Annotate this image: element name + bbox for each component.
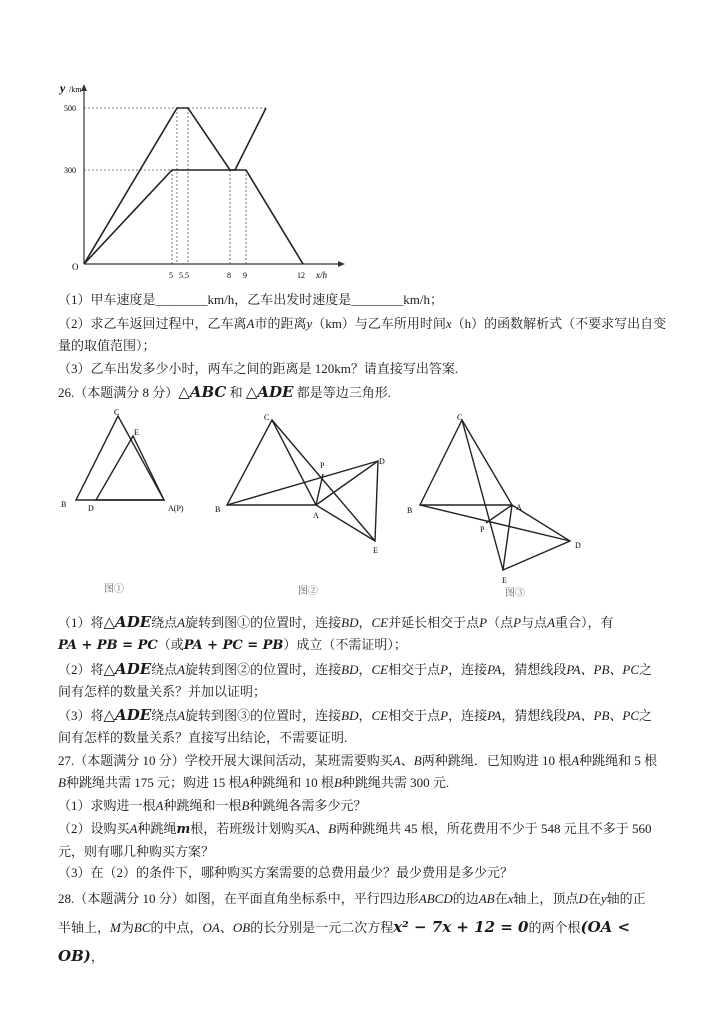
q26-part1: （1）将△ADE绕点A旋转到图①的位置时，连接BD，CE并延长相交于点P（点P与点A重合），有 PA + PB = PC（或PA + PC = PB）成立（不需证明）；	[58, 613, 614, 653]
figure-2	[210, 408, 390, 608]
x-axis-arrow	[338, 261, 345, 267]
svg-text:B: B	[215, 505, 221, 514]
svg-text:A(P): A(P)	[168, 504, 184, 513]
q27-part1: （1）求购进一根A种跳绳和一根B种跳绳各需多少元？	[58, 798, 367, 813]
svg-text:C: C	[457, 413, 463, 422]
q28-heading: 28.（本题满分 10 分）如图，在平面直角坐标系中，平行四边形ABCD的边AB在x轴上，顶点D在y轴的正 半轴上，M为BC的中点，OA、OB的长分别是一元二次方程x² − 7x + 12 = 0的两个根(OA < OB)，	[58, 891, 646, 965]
caption-figure-1: 图①	[104, 584, 124, 595]
origin-label: O	[72, 262, 79, 272]
blank-1[interactable]: ________	[155, 292, 208, 307]
distance-time-graph	[58, 82, 348, 282]
car-jia-line	[84, 108, 266, 264]
x-tick-5: 5	[169, 271, 173, 280]
q25-part1: （1）甲车速度是________km/h，乙车出发时速度是________km/h；	[58, 292, 443, 307]
q27-part2: （2）设购买A种跳绳m根，若班级计划购买A、B两种跳绳共 45 根，所花费用不少于 548 元且不多于 560 元，则有哪几种购买方案？	[58, 821, 652, 859]
y-tick-500: 500	[64, 104, 76, 113]
y-axis-arrow	[81, 84, 87, 91]
svg-text:P: P	[480, 525, 485, 534]
x-tick-5-5: 5.5	[179, 271, 189, 280]
svg-text:C: C	[114, 408, 120, 417]
x-tick-12: 12	[297, 271, 305, 280]
q25-part3: （3）乙车出发多少小时，两车之间的距离是 120km？请直接写出答案.	[58, 361, 459, 376]
q25-part2: （2）求乙车返回过程中，乙车离A市的距离y（km）与乙车所用时间x（h）的函数解析式（不要求写出自变 量的取值范围）；	[58, 316, 667, 353]
svg-text:C: C	[264, 413, 270, 422]
caption-figure-3: 图③	[505, 588, 525, 599]
q26-heading: 26.（本题满分 8 分）△ABC 和 △ADE 都是等边三角形.	[58, 383, 391, 401]
svg-text:B: B	[407, 506, 413, 515]
figure-3	[400, 408, 590, 608]
svg-text:D: D	[88, 504, 94, 513]
guide-lines	[84, 108, 266, 264]
blank-2[interactable]: ________	[351, 292, 404, 307]
svg-text:E: E	[134, 428, 139, 437]
svg-text:B: B	[61, 500, 67, 509]
x-axis-label: x/h	[316, 270, 327, 280]
q26-part2: （2）将△ADE绕点A旋转到图②的位置时，连接BD，CE相交于点P，连接PA，猜想线段PA、PB、PC之 间有怎样的数量关系？并加以证明；	[58, 660, 653, 699]
svg-text:D: D	[379, 457, 385, 466]
q27-heading: 27.（本题满分 10 分）学校开展大课间活动，某班需要购买A、B两种跳绳．已知购进 10 根A种跳绳和 5 根 B种跳绳共需 175 元；购进 15 根A种跳绳和 10 根B种跳绳共需 300 元.	[58, 753, 658, 790]
x-tick-9: 9	[243, 271, 247, 280]
svg-text:E: E	[502, 576, 507, 585]
y-tick-300: 300	[64, 166, 76, 175]
x-tick-8: 8	[227, 271, 231, 280]
q26-part3: （3）将△ADE绕点A旋转到图③的位置时，连接BD，CE相交于点P，连接PA，猜想线段PA、PB、PC之 间有怎样的数量关系？直接写出结论，不需要证明.	[58, 706, 653, 745]
car-yi-line	[84, 170, 303, 264]
svg-text:E: E	[373, 546, 378, 555]
svg-text:D: D	[575, 541, 581, 550]
figure-1	[58, 408, 198, 608]
svg-text:A: A	[313, 511, 319, 520]
caption-figure-2: 图②	[298, 586, 318, 597]
y-unit-label: /km	[69, 85, 82, 94]
y-axis-label: y	[60, 82, 66, 95]
q27-part3: （3）在（2）的条件下，哪种购买方案需要的总费用最少？最少费用是多少元？	[58, 865, 514, 880]
svg-text:A: A	[516, 503, 522, 512]
svg-text:P: P	[320, 461, 325, 470]
